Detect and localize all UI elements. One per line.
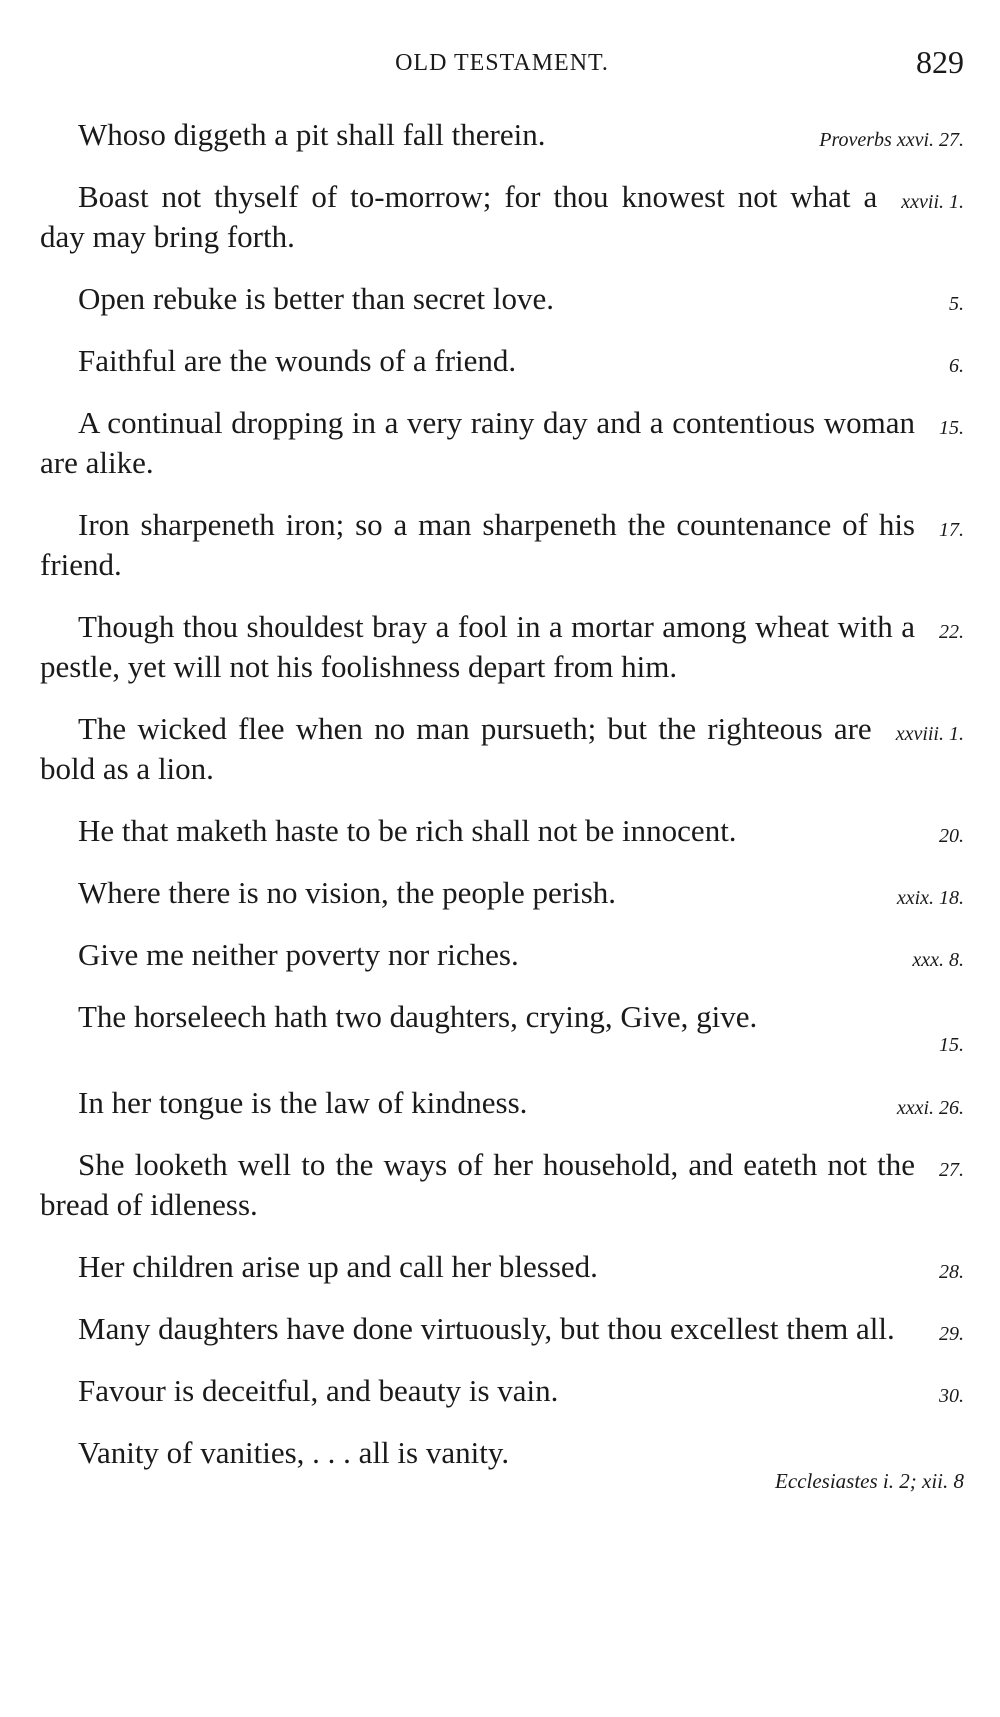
quote-text: Open rebuke is better than secret love. [78,281,555,316]
quote [40,1145,964,1225]
quote-text: Give me neither poverty nor riches. [78,937,519,972]
quote-text: Though thou shouldest bray a fool in a mortar among wheat with a pestle, yet will not his foolishness depart from him. [40,609,915,684]
quote-reference: 22. [939,621,964,643]
quote-text: Boast not thyself of to-morrow; for thou knowest not what a day may bring forth. [40,179,878,254]
quote [40,279,964,319]
quote-text: Many daughters have done virtuously, but thou excellest them all. [78,1311,895,1346]
quote [40,1371,964,1411]
quote-reference: Proverbs xxvi. 27. [819,129,964,151]
quote-text: Favour is deceitful, and beauty is vain. [78,1373,559,1408]
quote-reference: 15. [939,417,964,439]
quote [40,505,964,585]
quote [40,607,964,687]
quote [40,1083,964,1123]
quote [40,935,964,975]
quote-text: A continual dropping in a very rainy day and a contentious woman are alike. [40,405,915,480]
quote-text: The wicked flee when no man pursueth; but the righteous are bold as a lion. [40,711,872,786]
quote-text: Whoso diggeth a pit shall fall therein. [78,117,546,152]
quote-reference: xxxi. 26. [896,1097,964,1119]
running-head: OLD TESTAMENT. [395,50,609,76]
quote-reference: 17. [939,519,964,541]
quote [40,709,964,789]
quote-text: Where there is no vision, the people perish. [78,875,617,910]
quote-reference: 6. [949,355,964,377]
page-header [40,44,964,84]
quote [40,403,964,483]
quote-reference: 5. [949,293,964,315]
quote-text: In her tongue is the law of kindness. [78,1085,528,1120]
quote-text: The horseleech hath two daughters, crying, Give, give. [78,999,758,1034]
quote-reference: xxvii. 1. [901,191,964,213]
quote-reference: 28. [939,1261,964,1283]
quote-text: Vanity of vanities, . . . all is vanity. [78,1435,510,1470]
quotation-list [40,115,964,1519]
quote-text: Her children arise up and call her blessed. [78,1249,598,1284]
quote [40,1247,964,1287]
quote-text: He that maketh haste to be rich shall not be innocent. [78,813,737,848]
quote [40,341,964,381]
quote-text: She looketh well to the ways of her household, and eateth not the bread of idleness. [40,1147,915,1222]
quote-reference: Ecclesiastes i. 2; xii. 8 [775,1469,964,1493]
quote-reference: xxviii. 1. [895,723,964,745]
quote [40,115,964,155]
quote-text: Iron sharpeneth iron; so a man sharpeneth the countenance of his friend. [40,507,915,582]
quote-text: Faithful are the wounds of a friend. [78,343,517,378]
quote-reference: 27. [939,1159,964,1181]
quote [40,1309,964,1349]
quote-reference: 15. [939,1034,964,1056]
quote [40,1433,964,1497]
quote-reference: xxix. 18. [896,887,964,909]
quote-reference: 29. [939,1323,964,1345]
quote [40,811,964,851]
quote [40,997,964,1061]
quote [40,873,964,913]
page-number: 829 [916,44,964,80]
quote-reference: 20. [939,825,964,847]
quote-reference: xxx. 8. [912,949,964,971]
quote-reference: 30. [939,1385,964,1407]
quote [40,177,964,257]
